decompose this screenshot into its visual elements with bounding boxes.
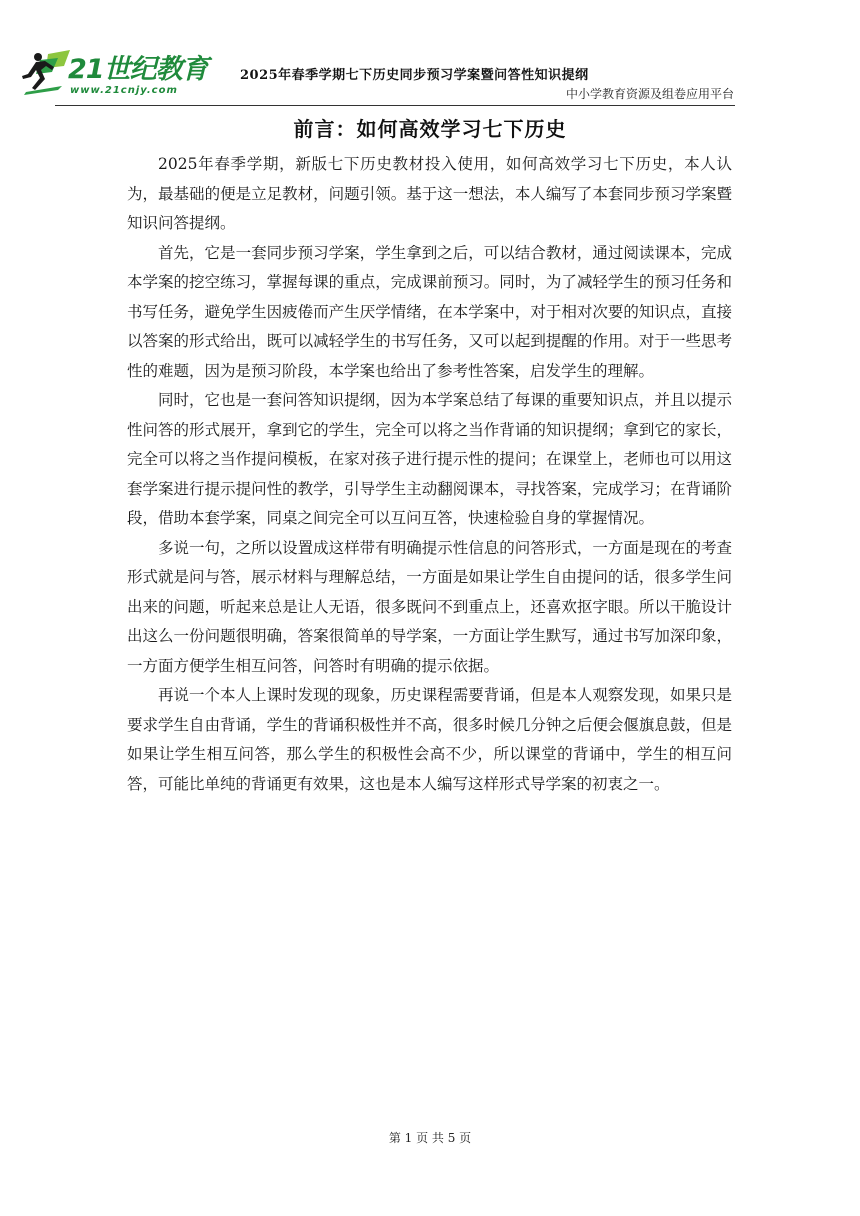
- document-title: 前言：如何高效学习七下历史: [293, 117, 567, 141]
- brand-logo[interactable]: [18, 48, 208, 98]
- paragraph: 2025年春季学期，新版七下历史教材投入使用，如何高效学习七下历史，本人认为，最基础的便是立足教材，问题引领。基于这一想法，本人编写了本套同步预习学案暨知识问答提纲。: [127, 155, 732, 232]
- paragraph: 首先，它是一套同步预习学案，学生拿到之后，可以结合教材，通过阅读课本，完成本学案的挖空练习，掌握每课的重点，完成课前预习。同时，为了减轻学生的预习任务和书写任务，避免学生因疲倦而产生厌学情绪，在本学案中，对于相对次要的知识点，直接以答案的形式给出，既可以减轻学生的书写任务，又可以起到提醒的作用。对于一些思考性的难题，因为是预习阶段，本学案也给出了参考性答案，启发学生的理解。: [127, 243, 732, 380]
- paragraph: 多说一句，之所以设置成这样带有明确提示性信息的问答形式，一方面是现在的考查形式就是问与答，展示材料与理解总结，一方面是如果让学生自由提问的话，很多学生问出来的问题，听起来总是让人无语，很多既问不到重点上，还喜欢抠字眼。所以干脆设计出这么一份问题很明确，答案很简单的导学案，一方面让学生默写，通过书写加深印象，一方面方便学生相互问答，问答时有明确的提示依据。: [127, 538, 732, 675]
- paragraph: 再说一个本人上课时发现的现象，历史课程需要背诵，但是本人观察发现，如果只是要求学生自由背诵，学生的背诵积极性并不高，很多时候几分钟之后便会偃旗息鼓，但是如果让学生相互问答，那么学生的积极性会高不少，所以课堂的背诵中，学生的相互问答，可能比单纯的背诵更有效果，这也是本人编写这样形式导学案的初衷之一。: [127, 686, 732, 793]
- header-title: 2025年春季学期七下历史同步预习学案暨问答性知识提纲: [240, 68, 589, 83]
- document-body: [127, 150, 732, 799]
- header-divider: [55, 105, 735, 106]
- logo-url: www.21cnjy.com: [70, 85, 178, 96]
- paragraph: 同时，它也是一套问答知识提纲，因为本学案总结了每课的重要知识点，并且以提示性问答的形式展开，拿到它的学生，完全可以将之当作背诵的知识提纲；拿到它的家长，完全可以将之当作提问模板，在家对孩子进行提示性的提问；在课堂上，老师也可以用这套学案进行提示提问性的教学，引导学生主动翻阅课本，寻找答案，完成学习；在背诵阶段，借助本套学案，同桌之间完全可以互问互答，快速检验自身的掌握情况。: [127, 391, 732, 527]
- page-number: 第 1 页 共 5 页: [388, 1131, 472, 1145]
- header-subtitle: 中小学教育资源及组卷应用平台: [565, 87, 734, 101]
- page-header: [18, 46, 734, 106]
- logo-text: 21世纪教育: [68, 54, 208, 85]
